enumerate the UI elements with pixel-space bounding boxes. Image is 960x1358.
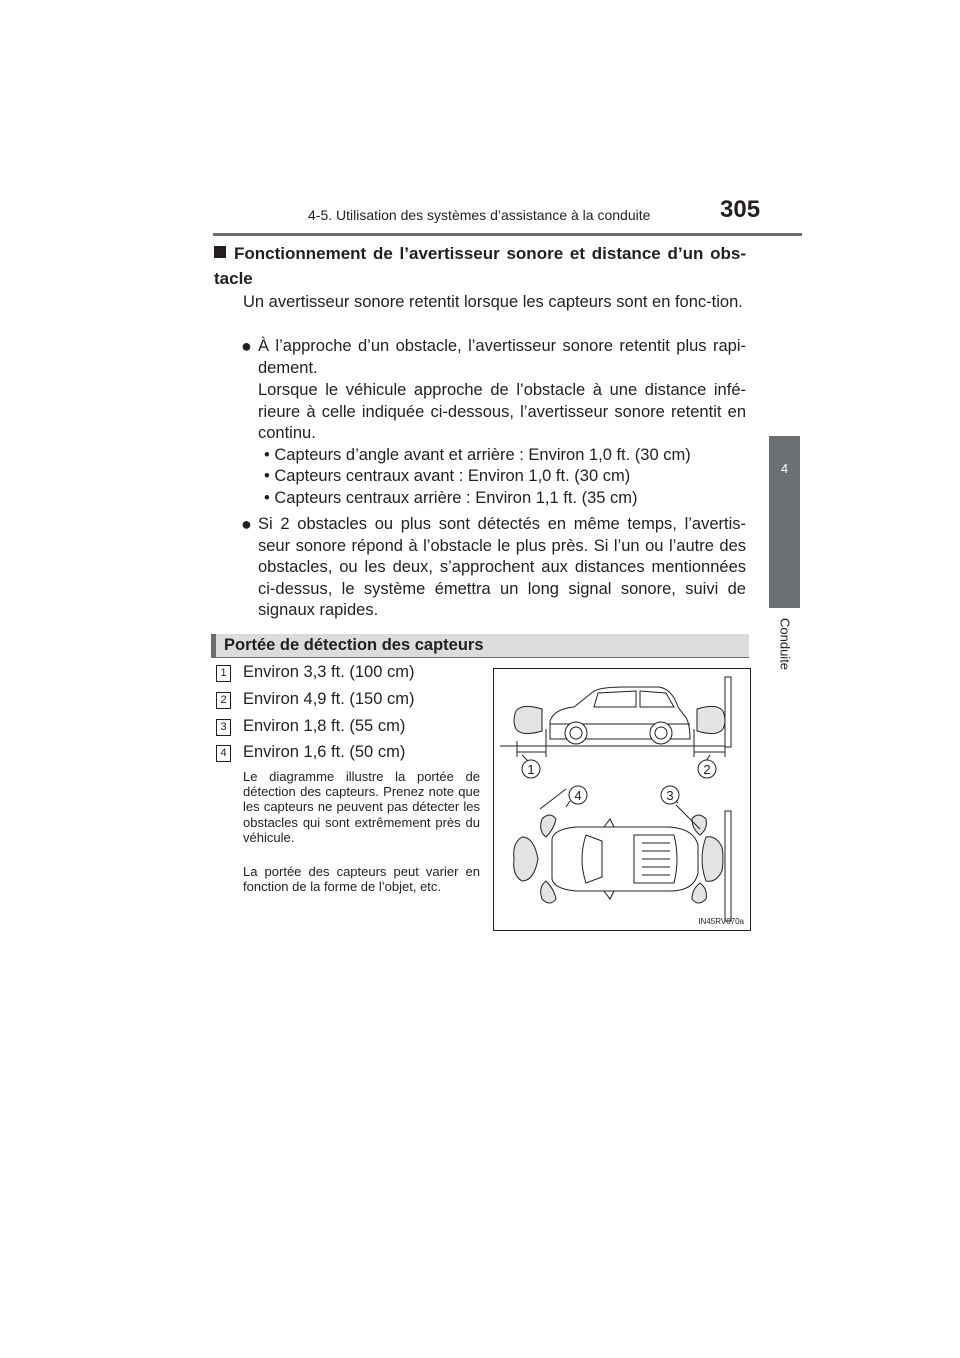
range-item: Environ 1,8 ft. (55 cm) [243,717,406,735]
car-side-view-icon [550,687,690,744]
sensor-range-svg [494,669,750,930]
diagram-note: La portée des capteurs peut varier en fonction de la forme de l’objet, etc. [243,864,480,895]
sensor-lobe-front-corner [541,881,556,903]
distance-list-item: • Capteurs d’angle avant et arrière : Environ 1,0 ft. (30 cm) [264,446,691,464]
range-item: Environ 4,9 ft. (150 cm) [243,690,415,708]
sensor-lobe-rear-center [702,837,723,882]
bullet-icon: ● [241,514,252,534]
wall-right-bottom [725,811,731,921]
sensor-lobe-front-side [514,706,542,733]
square-bullet-icon [214,246,226,258]
wall-right-top [725,677,731,747]
page-number: 305 [720,196,761,223]
section-title-accent [211,634,216,658]
number-badge: 1 [216,665,231,682]
section-title: Portée de détection des capteurs [224,636,484,654]
bullet-icon: ● [241,336,252,356]
callout-1-label: 1 [527,762,535,777]
number-badge: 2 [216,692,231,709]
callout-2-label: 2 [703,762,711,777]
callout-3-label: 3 [666,788,674,803]
bullet-detail-text: Lorsque le véhicule approche de l’obstacle à une distance infé-rieure à celle indiquée ci-dessous, l’avertisseur sonore retentit en continu. [258,381,746,442]
number-badge: 3 [216,719,231,736]
sensor-lobe-rear-corner [692,815,706,835]
header-rule [213,233,802,236]
section-heading-text: Fonctionnement de l’avertisseur sonore et distance d’un obs-tacle [214,244,746,288]
chapter-side-tab-number: 4 [780,461,789,476]
sensor-lobe-rear-side [697,706,725,733]
figure-code: IN45RV070a [698,917,744,926]
number-badge: 4 [216,745,231,762]
chapter-side-tab-label: Conduite [777,618,793,671]
sensor-range-diagram [493,668,751,931]
callout-4-label: 4 [574,788,582,803]
range-item: Environ 3,3 ft. (100 cm) [243,663,415,681]
dimension-4-line [540,789,566,809]
distance-list-item: • Capteurs centraux avant : Environ 1,0 ft. (30 cm) [264,467,631,485]
chapter-header: 4-5. Utilisation des systèmes d’assistance à la conduite [308,207,651,223]
section-heading [214,241,746,291]
car-top-view-icon [552,819,698,899]
diagram-note: Le diagramme illustre la portée de détection des capteurs. Prenez note que les capteurs ne peuvent pas détecter les obstacles qui sont extrêmement près du véhicule. [243,769,480,845]
bullet-text: À l’approche d’un obstacle, l’avertisseur sonore retentit plus rapi-dement. [258,337,746,377]
sensor-lobe-rear-corner [692,883,706,903]
distance-list-item: • Capteurs centraux arrière : Environ 1,1 ft. (35 cm) [264,489,638,507]
sensor-lobe-front-corner [541,815,556,837]
sensor-lobe-front-center [514,837,538,881]
range-item: Environ 1,6 ft. (50 cm) [243,743,406,761]
bullet-text: Si 2 obstacles ou plus sont détectés en même temps, l’avertis-seur sonore répond à l’obstacle le plus près. Si l’un ou l’autre des obstacles, ou les deux, s’approchent aux distances mentionnées ci-dessus, le système émettra un long signal sonore, suivi de signaux rapides. [258,515,746,619]
intro-paragraph: Un avertisseur sonore retentit lorsque les capteurs sont en fonc-tion. [243,293,743,311]
